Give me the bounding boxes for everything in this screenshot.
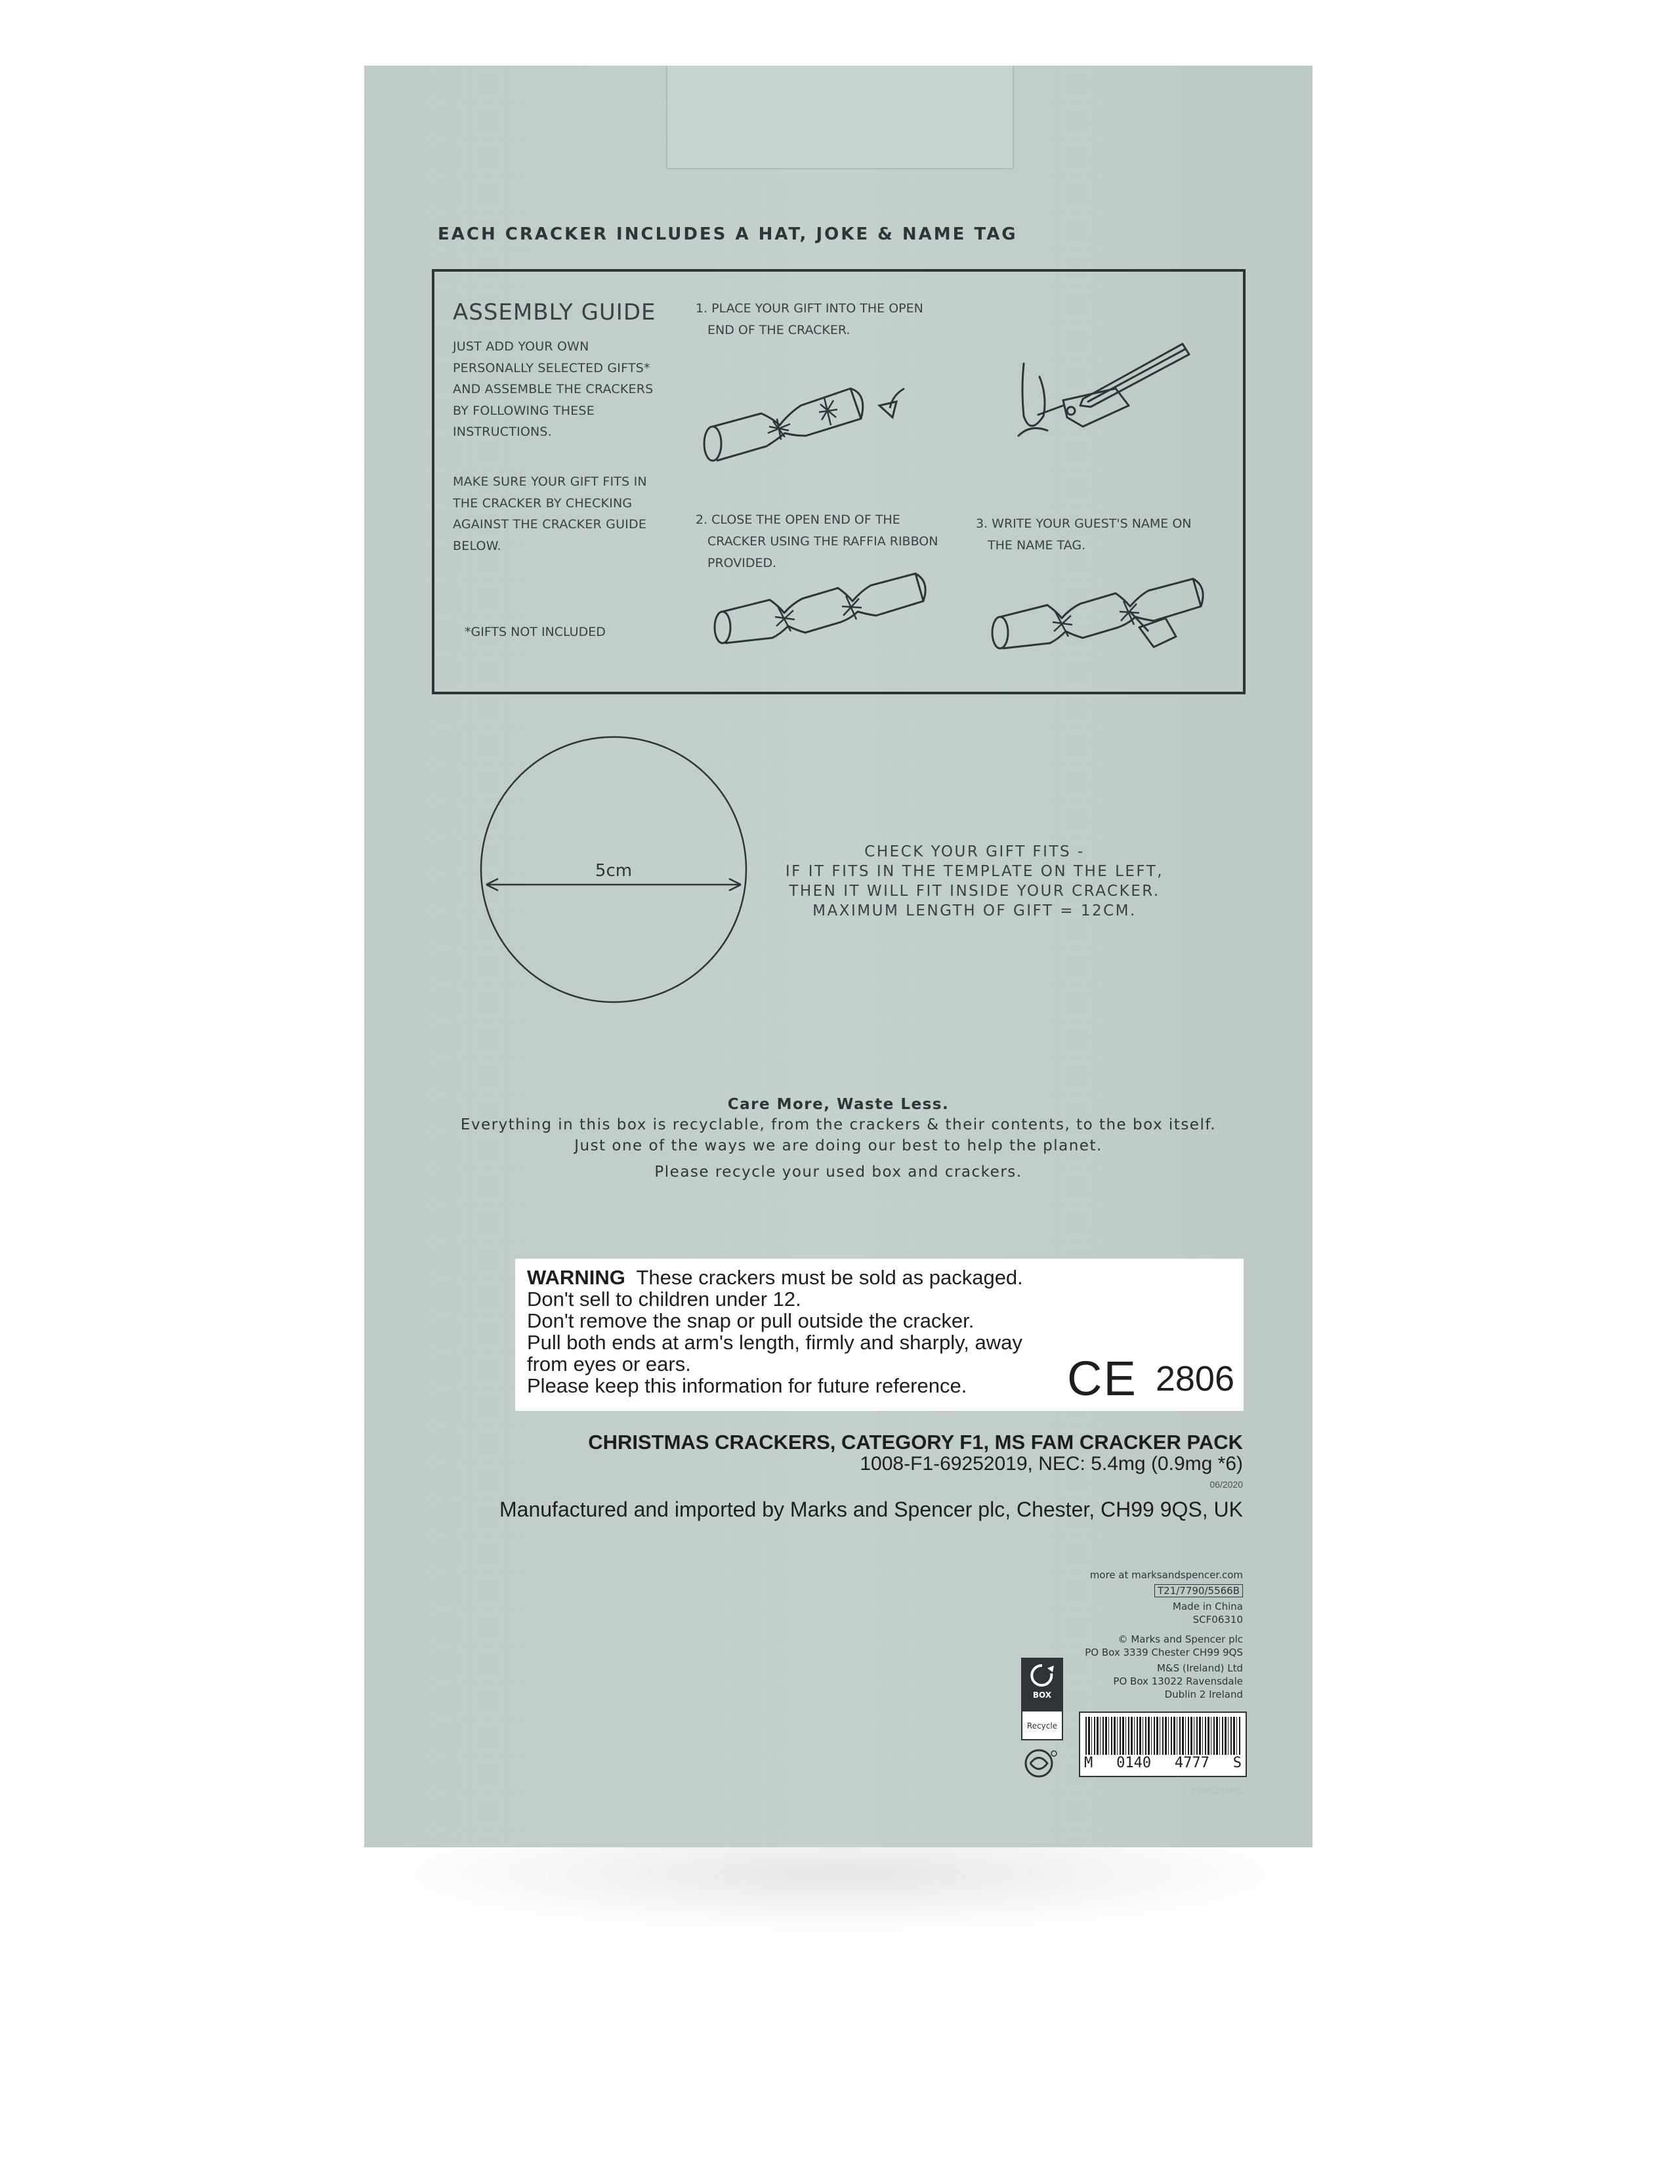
step-3-text: [976, 513, 1225, 556]
gifts-not-included-note: *GIFTS NOT INCLUDED: [465, 625, 606, 639]
warning-line: Don't sell to children under 12.: [527, 1288, 801, 1311]
recycle-badge-top: [1022, 1659, 1062, 1712]
box-recycle-badge: [1021, 1658, 1063, 1740]
assembly-guide-title: ASSEMBLY GUIDE: [453, 299, 656, 326]
cracker-closed-illustration: [707, 554, 930, 652]
assembly-guide-intro: [453, 336, 669, 443]
step-line: PROVIDED.: [707, 556, 777, 570]
barcode-char: M: [1084, 1755, 1093, 1771]
recycle-arrow-icon: [1022, 1660, 1062, 1693]
address-line: PO Box 13022 Ravensdale: [1113, 1675, 1243, 1687]
product-date: 06/2020: [1209, 1479, 1243, 1490]
assembly-guide-panel: [432, 269, 1246, 694]
ms-ireland-address: [1113, 1662, 1243, 1701]
ce-number: 2806: [1155, 1358, 1234, 1398]
address-line: Dublin 2 Ireland: [1164, 1689, 1243, 1700]
recycle-badge-box: BOX: [1032, 1690, 1052, 1700]
check-line: BELOW.: [453, 538, 501, 553]
warning-line: These crackers must be sold as packaged.: [636, 1266, 1023, 1289]
intro-line: PERSONALLY SELECTED GIFTS*: [453, 360, 650, 375]
ce-mark: CE: [1067, 1351, 1137, 1406]
fits-line: CHECK YOUR GIFT FITS -: [864, 843, 1085, 860]
barcode-bars: [1085, 1717, 1240, 1755]
includes-heading: EACH CRACKER INCLUDES A HAT, JOKE & NAME TAG: [438, 224, 1018, 244]
check-line: THE CRACKER BY CHECKING: [453, 495, 633, 511]
recycle-badge-label: Recycle: [1026, 1721, 1058, 1731]
intro-line: INSTRUCTIONS.: [453, 425, 552, 439]
cracker-box-back: [364, 66, 1312, 1847]
intro-line: AND ASSEMBLE THE CRACKERS: [453, 382, 654, 396]
address-line: © Marks and Spencer plc: [1118, 1633, 1243, 1645]
intro-line: BY FOLLOWING THESE: [453, 403, 595, 418]
recycle-message: Please recycle your used box and crackers.: [654, 1164, 1022, 1181]
cracker-tag-illustration: [984, 559, 1221, 658]
barcode-char: 4777: [1174, 1755, 1209, 1771]
green-dot-icon: [1022, 1747, 1075, 1780]
hanging-tab-window: [666, 66, 1014, 169]
step-line: CRACKER USING THE RAFFIA RIBBON: [707, 534, 938, 549]
product-code: 1008-F1-69252019, NEC: 5.4mg (0.9mg *6): [860, 1453, 1243, 1475]
website-line: more at marksandspencer.com: [1089, 1569, 1243, 1581]
ce-marking: [1067, 1351, 1234, 1406]
intro-line: JUST ADD YOUR OWN: [453, 339, 589, 354]
diameter-label: 5cm: [595, 861, 633, 881]
pencil-tag-illustration: [1004, 337, 1214, 455]
care-more-body: [364, 1114, 1312, 1156]
step-line: 1. PLACE YOUR GIFT INTO THE OPEN: [696, 301, 923, 316]
warning-line: from eyes or ears.: [527, 1353, 691, 1376]
care-line: Everything in this box is recyclable, from the crackers & their contents, to the box itself.: [460, 1116, 1217, 1133]
address-line: PO Box 3339 Chester CH99 9QS: [1085, 1647, 1243, 1658]
step-1-text: [696, 298, 958, 341]
warning-first-line: [527, 1267, 1065, 1288]
warning-text: [527, 1267, 1065, 1396]
fits-line: IF IT FITS IN THE TEMPLATE ON THE LEFT,: [785, 863, 1164, 880]
product-reference-code: T21/7790/5566B: [1154, 1584, 1243, 1597]
address-line: M&S (Ireland) Ltd: [1156, 1662, 1243, 1674]
warning-label: WARNING: [527, 1266, 625, 1289]
step-line: THE NAME TAG.: [988, 538, 1086, 553]
ms-plc-address: [1085, 1633, 1243, 1659]
origin-line: Made in China: [1173, 1601, 1243, 1612]
barcode: [1079, 1712, 1247, 1777]
warning-line: Please keep this information for future reference.: [527, 1374, 967, 1397]
gift-size-template-circle: [476, 732, 751, 1007]
check-line: MAKE SURE YOUR GIFT FITS IN: [453, 474, 647, 489]
fits-line: MAXIMUM LENGTH OF GIFT = 12CM.: [812, 902, 1137, 919]
care-more-title: Care More, Waste Less.: [727, 1096, 950, 1113]
assembly-guide-check: [453, 471, 669, 556]
cracker-open-illustration: [696, 362, 932, 467]
product-title: CHRISTMAS CRACKERS, CATEGORY F1, MS FAM CRACKER PACK: [588, 1431, 1243, 1454]
check-line: AGAINST THE CRACKER GUIDE: [453, 517, 647, 532]
step-line: END OF THE CRACKER.: [707, 323, 850, 337]
fits-line: THEN IT WILL FIT INSIDE YOUR CRACKER.: [789, 883, 1160, 900]
manufacturer-line: Manufactured and imported by Marks and Spencer plc, Chester, CH99 9QS, UK: [499, 1498, 1243, 1521]
care-line: Just one of the ways we are doing our best to help the planet.: [574, 1137, 1102, 1154]
step-line: 2. CLOSE THE OPEN END OF THE: [696, 513, 900, 527]
warning-line: Pull both ends at arm's length, firmly and sharply, away: [527, 1331, 1022, 1354]
origin-line: SCF06310: [1192, 1614, 1243, 1626]
warning-line: Don't remove the snap or pull outside the cracker.: [527, 1309, 975, 1332]
batch-code: 290620H01: [1189, 1785, 1243, 1797]
step-line: 3. WRITE YOUR GUEST'S NAME ON: [976, 516, 1192, 531]
barcode-char: 0140: [1116, 1755, 1152, 1771]
barcode-digits: [1084, 1755, 1242, 1771]
origin-info: [1173, 1600, 1243, 1626]
gift-fits-instructions: [784, 842, 1165, 921]
warning-panel: [515, 1259, 1244, 1411]
barcode-char: S: [1232, 1755, 1242, 1771]
